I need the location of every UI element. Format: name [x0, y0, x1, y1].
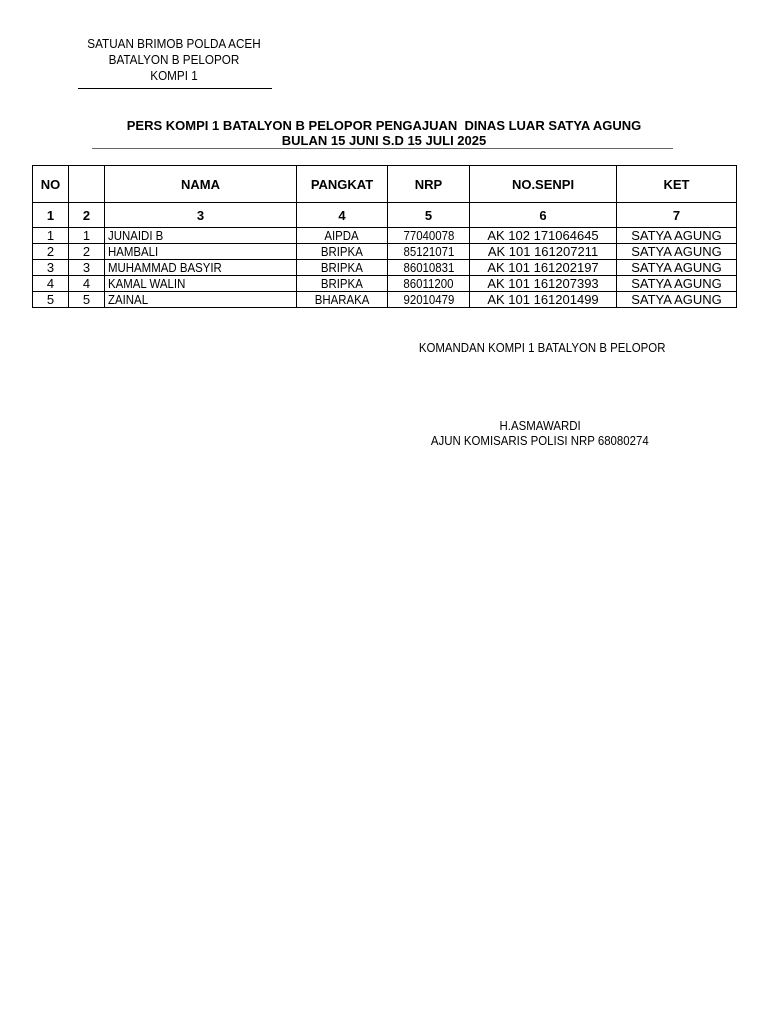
cell-nrp: 86010831 [403, 260, 454, 275]
cell-sub-no: 3 [69, 260, 105, 276]
signatory-rank-nrp: AJUN KOMISARIS POLISI NRP 68080274 [431, 433, 649, 448]
cell-no: 1 [33, 228, 69, 244]
cell-nama: KAMAL WALIN [108, 276, 186, 291]
column-number: 1 [33, 203, 69, 228]
cell-ket: SATYA AGUNG [617, 244, 737, 260]
cell-sub-no: 5 [69, 292, 105, 308]
cell-pangkat: BRIPKA [321, 276, 363, 291]
cell-pangkat: BRIPKA [321, 244, 363, 259]
organization-header [86, 36, 262, 84]
column-number: 5 [388, 203, 470, 228]
cell-no: 4 [33, 276, 69, 292]
cell-nrp: 86011200 [403, 276, 454, 291]
cell-pangkat: BHARAKA [314, 292, 370, 307]
column-number: 4 [297, 203, 388, 228]
cell-no-senpi: AK 101 161201499 [470, 292, 617, 308]
cell-sub-no: 1 [69, 228, 105, 244]
org-line-unit: SATUAN BRIMOB POLDA ACEH [87, 36, 261, 51]
column-header-nama: NAMA [105, 166, 297, 203]
column-number: 6 [470, 203, 617, 228]
table-row [33, 244, 737, 260]
table-row [33, 260, 737, 276]
cell-nrp: 85121071 [403, 244, 454, 259]
cell-no-senpi: AK 102 171064645 [470, 228, 617, 244]
column-header-nrp: NRP [388, 166, 470, 203]
org-line-battalion: BATALYON B PELOPOR [108, 52, 240, 67]
table-row [33, 276, 737, 292]
signature-position-title [400, 340, 684, 355]
cell-ket: SATYA AGUNG [617, 228, 737, 244]
cell-nama: ZAINAL [108, 292, 149, 307]
cell-nama: MUHAMMAD BASYIR [108, 260, 222, 275]
signature-block [410, 418, 670, 448]
cell-no: 5 [33, 292, 69, 308]
cell-no-senpi: AK 101 161202197 [470, 260, 617, 276]
column-header-ket: KET [617, 166, 737, 203]
column-header-blank [69, 166, 105, 203]
personnel-table [32, 165, 737, 308]
cell-pangkat: BRIPKA [321, 260, 363, 275]
cell-ket: SATYA AGUNG [617, 292, 737, 308]
document-title [60, 118, 708, 148]
cell-no: 3 [33, 260, 69, 276]
signatory-name: H.ASMAWARDI [499, 418, 581, 433]
header-underline [78, 88, 272, 89]
cell-pangkat: AIPDA [324, 228, 360, 243]
cell-ket: SATYA AGUNG [617, 260, 737, 276]
title-line-1: PERS KOMPI 1 BATALYON B PELOPOR PENGAJUAN DINAS LUAR SATYA AGUNG [126, 118, 642, 133]
title-line-2: BULAN 15 JUNI S.D 15 JULI 2025 [281, 133, 487, 148]
column-header-no-senpi: NO.SENPI [470, 166, 617, 203]
cell-nama: HAMBALI [108, 244, 159, 259]
org-line-company: KOMPI 1 [150, 68, 198, 83]
column-header-pangkat: PANGKAT [297, 166, 388, 203]
cell-sub-no: 4 [69, 276, 105, 292]
cell-nrp: 92010479 [403, 292, 454, 307]
cell-no-senpi: AK 101 161207211 [470, 244, 617, 260]
title-underline [92, 148, 673, 149]
cell-nama: JUNAIDI B [108, 228, 164, 243]
commander-title: KOMANDAN KOMPI 1 BATALYON B PELOPOR [418, 340, 666, 355]
column-number: 3 [105, 203, 297, 228]
cell-sub-no: 2 [69, 244, 105, 260]
column-number-row [33, 203, 737, 228]
table-row [33, 228, 737, 244]
column-number: 2 [69, 203, 105, 228]
cell-ket: SATYA AGUNG [617, 276, 737, 292]
cell-nrp: 77040078 [403, 228, 454, 243]
table-row [33, 292, 737, 308]
cell-no: 2 [33, 244, 69, 260]
table-header-row [33, 166, 737, 203]
cell-no-senpi: AK 101 161207393 [470, 276, 617, 292]
column-number: 7 [617, 203, 737, 228]
column-header-no: NO [33, 166, 69, 203]
